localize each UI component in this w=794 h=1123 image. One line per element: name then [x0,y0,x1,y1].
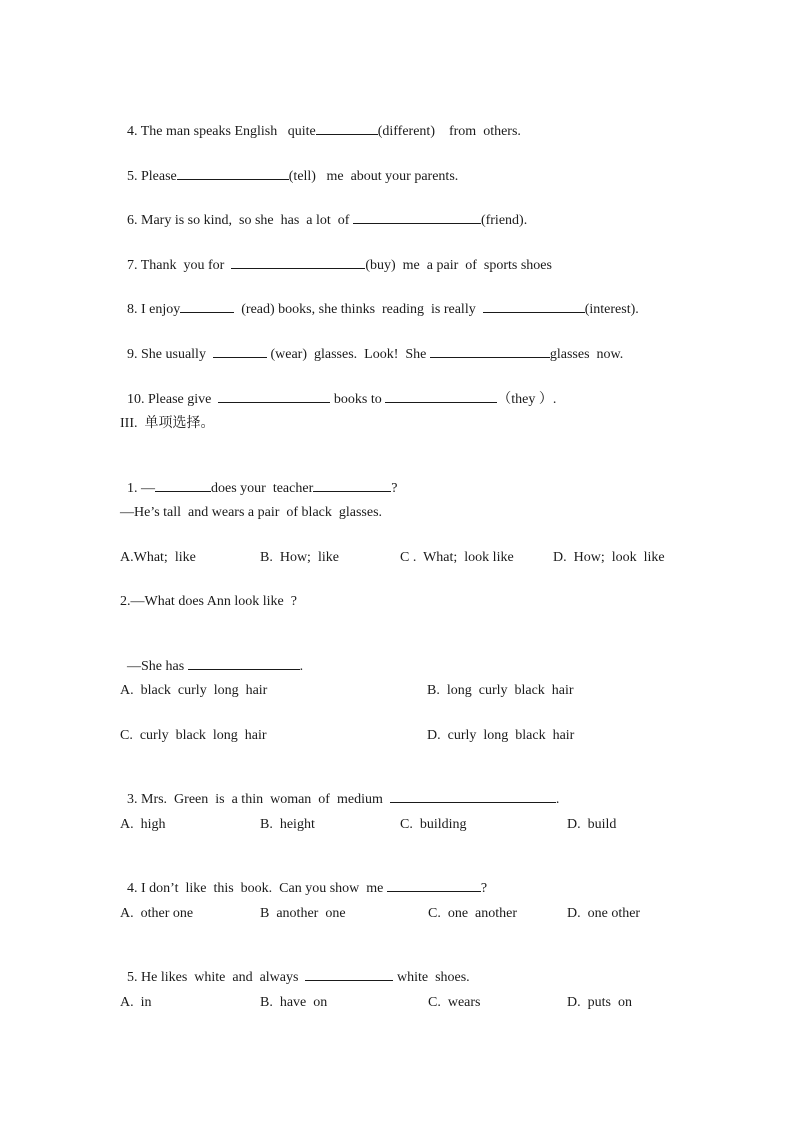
mc-q2-option-c[interactable]: C. curly black long hair [120,728,267,743]
mc-q2-blank[interactable] [188,656,300,670]
q9-text-c: glasses now. [549,347,624,362]
mc-q3-option-a[interactable]: A. high [120,817,166,832]
mc-q5-option-c[interactable]: C. wears [428,995,481,1010]
q10-text-b: books to [330,392,386,407]
mc-q2-answer [120,638,303,676]
mc-q1-option-b[interactable]: B. How; like [260,550,339,565]
q4-text-b: (different) from others. [377,124,521,139]
q8-text-b: (read) books, she thinks reading is really [234,302,483,317]
mc-q2-stem: 2.—What does Ann look like ? [120,594,297,609]
mc-q1-blank-2[interactable] [313,478,391,492]
q7-text-a: 7. Thank you for [127,258,232,273]
mc-q3-option-d[interactable]: D. build [567,817,617,832]
mc-q5-option-b[interactable]: B. have on [260,995,328,1010]
q10-blank-2[interactable] [385,389,497,403]
mc-q1-option-a[interactable]: A.What; like [120,550,196,565]
section-title: III. 单项选择。 [120,416,215,431]
fill-in-q4 [120,103,521,141]
mc-q4-stem-a: 4. I don’t like this book. Can you show me [127,881,387,896]
mc-q1-blank-1[interactable] [155,478,211,492]
mc-q4-stem-b: ? [480,881,488,896]
mc-q1-stem-a: 1. — [127,481,155,496]
mc-q5-stem [120,949,470,987]
mc-q1-option-d[interactable]: D. How; look like [553,550,665,565]
mc-q4-option-b[interactable]: B another one [260,906,346,921]
mc-q3-stem [120,771,559,809]
mc-q1-stem-b: does your teacher [211,481,314,496]
q8-text-a: 8. I enjoy [127,302,181,317]
mc-q3-stem-a: 3. Mrs. Green is a thin woman of medium [127,792,390,807]
mc-q2-option-b[interactable]: B. long curly black hair [427,683,574,698]
q6-text-b: (friend). [480,213,528,228]
mc-q2-answer-b: . [299,659,304,674]
q8-blank-2[interactable] [483,299,585,313]
fill-in-q10 [120,371,556,409]
mc-q5-stem-a: 5. He likes white and always [127,970,306,985]
mc-q1-stem [120,460,397,498]
fill-in-q9 [120,326,623,364]
fill-in-q7 [120,237,552,275]
q9-blank-1[interactable] [213,344,267,358]
q4-text-a: 4. The man speaks English quite [127,124,316,139]
mc-q5-option-a[interactable]: A. in [120,995,152,1010]
q5-text-a: 5. Please [127,169,177,184]
q8-blank-1[interactable] [180,299,234,313]
q9-text-b: (wear) glasses. Look! She [266,347,430,362]
fill-in-q8 [120,281,639,319]
mc-q4-option-c[interactable]: C. one another [428,906,518,921]
q9-blank-2[interactable] [430,344,550,358]
mc-q3-option-c[interactable]: C. building [400,817,467,832]
mc-q4-blank[interactable] [387,878,481,892]
mc-q1-answer: —He’s tall and wears a pair of black glasses. [120,505,383,520]
q5-blank[interactable] [177,166,289,180]
mc-q2-option-a[interactable]: A. black curly long hair [120,683,268,698]
mc-q3-blank[interactable] [390,789,556,803]
q4-blank[interactable] [316,121,378,135]
mc-q3-stem-b: . [555,792,560,807]
mc-q2-option-d[interactable]: D. curly long black hair [427,728,575,743]
mc-q1-option-c[interactable]: C . What; look like [400,550,514,565]
q10-text-c: （they ）. [497,392,557,407]
mc-q4-option-d[interactable]: D. one other [567,906,641,921]
q6-text-a: 6. Mary is so kind, so she has a lot of [127,213,353,228]
fill-in-q5 [120,148,458,186]
q10-blank-1[interactable] [218,389,330,403]
mc-q5-stem-b: white shoes. [393,970,470,985]
mc-q4-option-a[interactable]: A. other one [120,906,194,921]
q10-text-a: 10. Please give [127,392,219,407]
mc-q5-option-d[interactable]: D. puts on [567,995,632,1010]
mc-q3-option-b[interactable]: B. height [260,817,315,832]
mc-q4-stem [120,860,487,898]
fill-in-q6 [120,192,527,230]
q8-text-c: (interest). [584,302,639,317]
q9-text-a: 9. She usually [127,347,213,362]
q5-text-b: (tell) me about your parents. [288,169,459,184]
q7-blank[interactable] [231,255,365,269]
mc-q5-blank[interactable] [305,967,393,981]
q6-blank[interactable] [353,210,481,224]
mc-q1-stem-c: ? [391,481,398,496]
mc-q2-answer-a: —She has [127,659,188,674]
q7-text-b: (buy) me a pair of sports shoes [365,258,552,273]
